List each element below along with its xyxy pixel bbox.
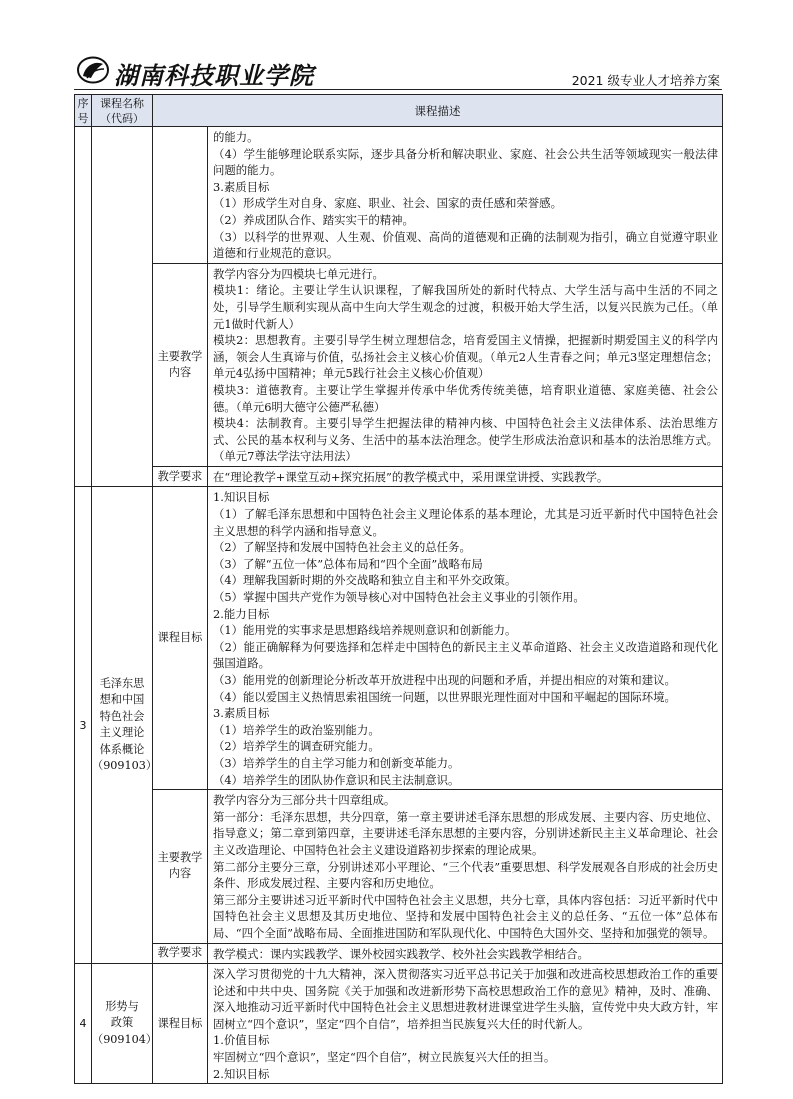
objectives-label-cell-prev	[153, 127, 208, 264]
table-row	[75, 790, 723, 943]
course-name-cell-4: 形势与 政策 （909104）	[92, 964, 153, 1084]
header-seq: 序 号	[75, 95, 92, 127]
seq-cell-4: 4	[75, 964, 92, 1084]
plan-title: 2021 级专业人才培养方案	[571, 73, 720, 88]
seq-cell-3: 3	[75, 487, 92, 964]
table-row	[75, 466, 723, 487]
content-label-3: 主要教学 内容	[153, 790, 208, 943]
req-label-prev: 教学要求	[153, 466, 208, 487]
course-table	[74, 94, 723, 1084]
objectives-label-4: 课程目标	[153, 964, 208, 1084]
school-name: 湖南科技职业学院	[114, 61, 314, 90]
objectives-cell-prev: 的能力。 （4）学生能够理论联系实际，逐步具备分析和解决职业、家庭、社会公共生活等领域现实一般法律问题的能力。 3.素质目标 （1）形成学生对自身、家庭、职业、社会、国家的责任感和荣誉感。 （2）养成团队合作、踏实实干的精神。 （3）以科学的世界观、人生观、价值观、高尚的道德观和正确的法制观为指引，确立自觉遵守职业道德和行业规范的意识。	[208, 127, 723, 264]
objectives-label-3: 课程目标	[153, 487, 208, 790]
req-label-3: 教学要求	[153, 943, 208, 964]
course-name-cell-3: 毛泽东思 想和中国 特色社会 主义理论 体系概论 （909103）	[92, 487, 153, 964]
school-logo-icon	[76, 56, 110, 84]
content-cell-3: 教学内容分为三部分共十四章组成。 第一部分：毛泽东思想，共分四章，第一章主要讲述毛泽东思想的形成发展、主要内容、历史地位、指导意义；第二章到第四章，主要讲述毛泽东思想的主要内容，分别讲述新民主主义革命理论、社会主义改造理论、中国特色社会主义建设道路初步探索的理论成果。 第二部分主要分三章，分别讲述邓小平理论、“三个代表”重要思想、科学发展观各自形成的社会历史条件、形成发展过程、主要内容和历史地位。 第三部分主要讲述习近平新时代中国特色社会主义思想，共分七章，具体内容包括：习近平新时代中国特色社会主义思想及其历史地位、坚持和发展中国特色社会主义的总任务、“五位一体”总体布局、“四个全面”战略布局、全面推进国防和军队现代化、中国特色大国外交、坚持和加强党的领导。	[208, 790, 723, 943]
table-row	[75, 487, 723, 790]
table-row	[75, 263, 723, 466]
objectives-cell-4: 深入学习贯彻党的十九大精神，深入贯彻落实习近平总书记关于加强和改进高校思想政治工作的重要论述和中共中央、国务院《关于加强和改进新形势下高校思想政治工作的意见》精神，及时、准确、深入地推动习近平新时代中国特色社会主义思想进教材进课堂进学生头脑，宣传党中央大政方针，牢固树立“四个意识”，坚定“四个自信”，培养担当民族复兴大任的时代新人。 1.价值目标 牢固树立“四个意识”，坚定“四个自信”，树立民族复兴大任的担当。 2.知识目标	[208, 964, 723, 1084]
page-header	[74, 54, 722, 90]
req-cell-3: 教学模式：课内实践教学、课外校园实践教学、校外社会实践教学相结合。	[208, 943, 723, 964]
table-row	[75, 943, 723, 964]
course-name-cell-prev	[92, 127, 153, 487]
req-cell-prev: 在“理论教学+课堂互动+探究拓展”的教学模式中，采用课堂讲授、实践教学。	[208, 466, 723, 487]
table-row	[75, 964, 723, 1084]
seq-cell-prev	[75, 127, 92, 487]
objectives-cell-3: 1.知识目标 （1）了解毛泽东思想和中国特色社会主义理论体系的基本理论，尤其是习近平新时代中国特色社会主义思想的科学内涵和指导意义。 （2）了解坚持和发展中国特色社会主义的总任务。 （3）了解“五位一体”总体布局和“四个全面”战略布局 （4）理解我国新时期的外交战略和独立自主和平外交政策。 （5）掌握中国共产党作为领导核心对中国特色社会主义事业的引领作用。 2.能力目标 （1）能用党的实事求是思想路线培养规则意识和创新能力。 （2）能正确解释为何要选择和怎样走中国特色的新民主主义革命道路、社会主义改造道路和现代化强国道路。 （3）能用党的创新理论分析改革开放进程中出现的问题和矛盾，并提出相应的对策和建议。 （4）能以爱国主义热情思索祖国统一问题，以世界眼光理性面对中国和平崛起的国际环境。 3.素质目标 （1）培养学生的政治鉴别能力。 （2）培养学生的调查研究能力。 （3）培养学生的自主学习能力和创新变革能力。 （4）培养学生的团队协作意识和民主法制意识。	[208, 487, 723, 790]
content-cell-prev: 教学内容分为四模块七单元进行。 模块1：绪论。主要让学生认识课程，了解我国所处的新时代特点、大学生活与高中生活的不同之处，引导学生顺利实现从高中生向大学生观念的过渡，积极开始大学生活，以复兴民族为己任。（单元1做时代新人） 模块2：思想教育。主要引导学生树立理想信念，培育爱国主义情操，把握新时期爱国主义的科学内涵，领会人生真谛与价值，弘扬社会主义核心价值观。（单元2人生青春之问；单元3坚定理想信念；单元4弘扬中国精神；单元5践行社会主义核心价值观） 模块3：道德教育。主要让学生掌握并传承中华优秀传统美德，培育职业道德、家庭美德、社会公德。（单元6明大德守公德严私德） 模块4：法制教育。主要引导学生把握法律的精神内核、中国特色社会主义法律体系、法治思维方式、公民的基本权利与义务、生活中的基本法治理念。使学生形成法治意识和基本的法治思维方式。（单元7尊法学法守法用法）	[208, 263, 723, 466]
table-header-row	[75, 95, 723, 127]
table-row	[75, 127, 723, 264]
header-divider	[74, 89, 722, 90]
content-label-prev: 主要教学 内容	[153, 263, 208, 466]
header-course-desc: 课程描述	[153, 95, 723, 127]
header-course-name: 课程名称 （代码）	[92, 95, 153, 127]
